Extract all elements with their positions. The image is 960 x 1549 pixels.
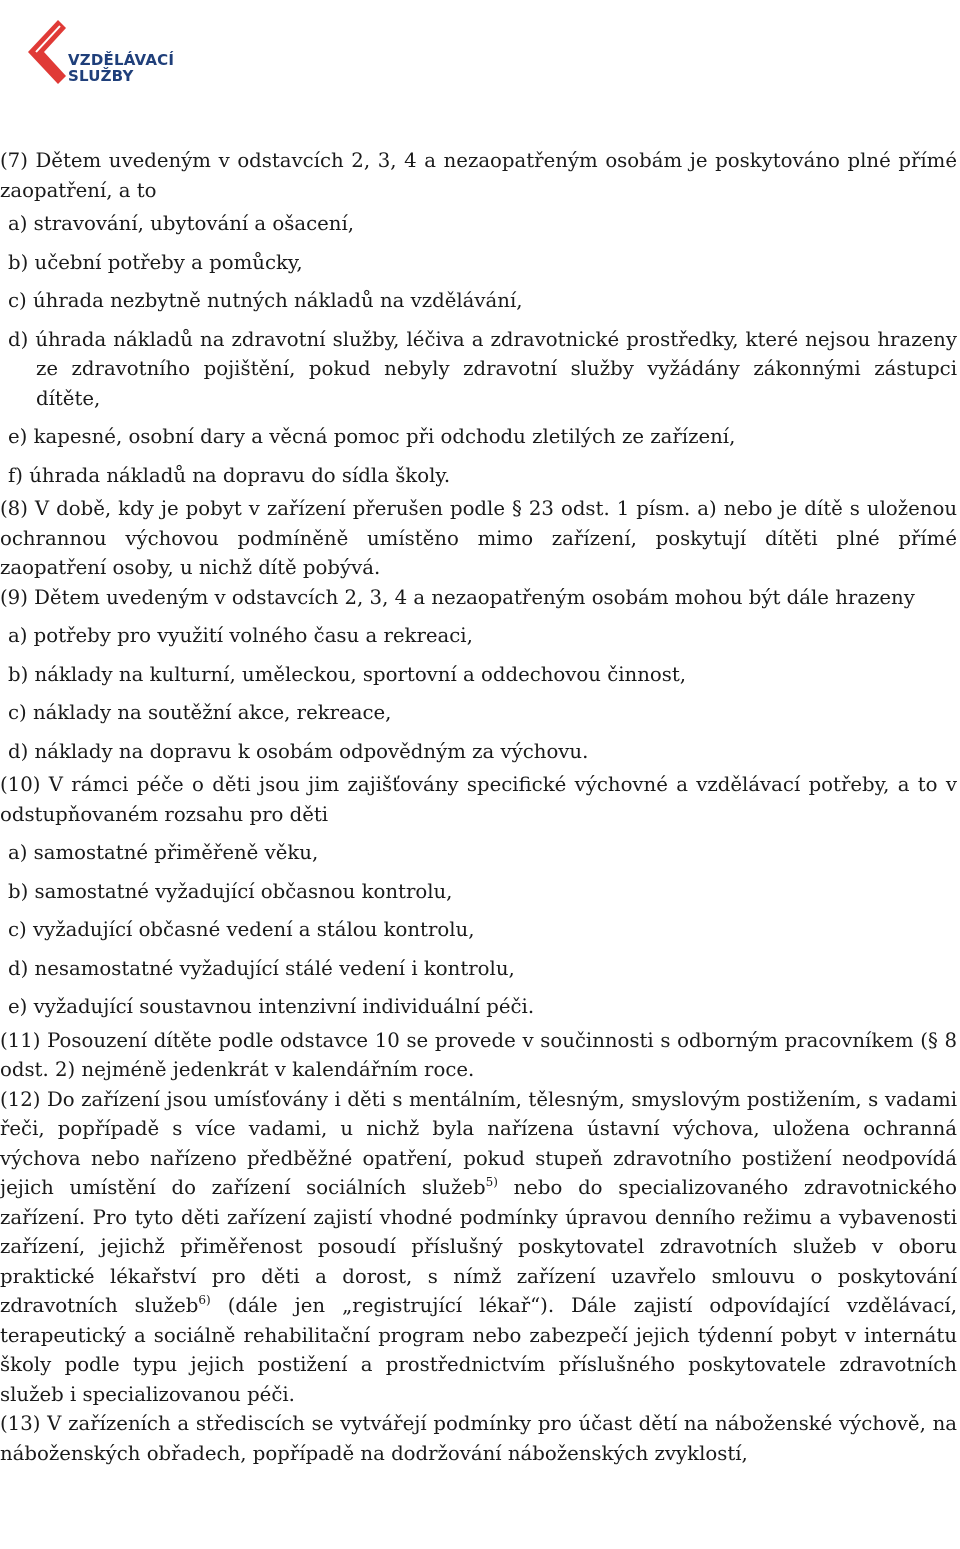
p9-item-d: d) náklady na dopravu k osobám odpovědným za výchovu.	[8, 739, 589, 763]
p12-part-1: (12) Do zařízení jsou umísťovány i děti s mentálním, tělesným, smyslovým postižením, s vadami řeči, popřípadě s více vadami, u nichž byla nařízena ústavní výchova, uložena ochranná výchova nebo nařízeno předběžné opatření, pokud stupeň zdravotního postižení neodpovídá jejich umístění do zařízení sociálních služeb	[0, 1087, 957, 1199]
p10-item-e: e) vyžadující soustavnou intenzivní individuální péči.	[8, 995, 535, 1018]
p10-item-a: a) samostatné přiměřeně věku,	[8, 841, 319, 864]
p7-item-d: d) úhrada nákladů na zdravotní služby, léčiva a zdravotnické prostředky, které nejsou hrazeny ze zdravotního pojištění, pokud nebyly zdravotní služby vyžádány zákonnými zástupci dítěte,	[8, 327, 957, 410]
paragraph-9: (9) Dětem uvedeným v odstavcích 2, 3, 4 a nezaopatřeným osobám mohou být dále hrazeny	[0, 585, 915, 609]
logo-line-2: SLUŽBY	[68, 67, 134, 85]
paragraph-11: (11) Posouzení dítěte podle odstavce 10 se provede v součinnosti s odborným pracovníkem (§ 8 odst. 2) nejméně jedenkrát v kalendářním roce.	[0, 1028, 957, 1081]
paragraph-10: (10) V rámci péče o děti jsou jim zajišťovány specifické výchovné a vzdělávací potřeby, a to v odstupňovaném rozsahu pro děti	[0, 773, 957, 826]
p9-item-a: a) potřeby pro využití volného času a rekreaci,	[8, 624, 473, 647]
p7-item-b: b) učební potřeby a pomůcky,	[8, 250, 303, 274]
p12-part-3: (dále jen „registrující lékař“). Dále zajistí odpovídající vzdělávací, terapeutický a sociálně rehabilitační program nebo zabezpečí jejich týdenní pobyt v internátu školy podle typu jejich postižení a prostřednictvím příslušného poskytovatele zdravotních služeb i specializovanou péči.	[0, 1294, 957, 1406]
paragraph-8: (8) V době, kdy je pobyt v zařízení přerušen podle § 23 odst. 1 písm. a) nebo je dítě s uloženou ochrannou výchovou podmíněně umístěno mimo zařízení, poskytují dítěti plné přímé zaopatření osoby, u nichž dítě pobývá.	[0, 497, 957, 579]
p7-item-c: c) úhrada nezbytně nutných nákladů na vzdělávání,	[8, 289, 523, 312]
p9-item-b: b) náklady na kulturní, uměleckou, sportovní a oddechovou činnost,	[8, 662, 687, 686]
p9-item-c: c) náklady na soutěžní akce, rekreace,	[8, 701, 392, 724]
p10-item-d: d) nesamostatné vyžadující stálé vedení i kontrolu,	[8, 956, 515, 980]
footnote-ref-5: 5)	[485, 1175, 498, 1189]
p7-item-f: f) úhrada nákladů na dopravu do sídla školy.	[8, 463, 451, 487]
paragraph-7: (7) Dětem uvedeným v odstavcích 2, 3, 4 a nezaopatřeným osobám je poskytováno plné přímé zaopatření, a to	[0, 149, 957, 202]
p7-item-e: e) kapesné, osobní dary a věcná pomoc při odchodu zletilých ze zařízení,	[8, 425, 736, 448]
logo-line-1: VZDĚLÁVACÍ	[68, 51, 175, 69]
logo-text	[68, 52, 174, 84]
p7-item-a: a) stravování, ubytování a ošacení,	[8, 212, 355, 235]
paragraph-12	[0, 1085, 957, 1410]
p10-item-b: b) samostatné vyžadující občasnou kontrolu,	[8, 879, 453, 903]
document-body	[0, 146, 957, 1468]
p12-part-2: nebo do specializovaného zdravotnického zařízení. Pro tyto děti zařízení zajistí vhodné podmínky úpravou denního režimu a vybavenosti zařízení, jejichž přiměřenost posoudí příslušný poskytovatel zdravotních služeb v oboru praktické lékařství pro děti a dorost, s nímž zařízení uzavřelo smlouvu o poskytování zdravotních služeb	[0, 1176, 957, 1317]
p10-item-c: c) vyžadující občasné vedení a stálou kontrolu,	[8, 918, 475, 941]
vzdelavaci-sluzby-logo	[26, 12, 176, 92]
footnote-ref-6: 6)	[198, 1293, 211, 1307]
paragraph-13: (13) V zařízeních a střediscích se vytvářejí podmínky pro účast dětí na náboženské výchově, na náboženských obřadech, popřípadě na dodržování náboženských zvyklostí,	[0, 1412, 957, 1465]
